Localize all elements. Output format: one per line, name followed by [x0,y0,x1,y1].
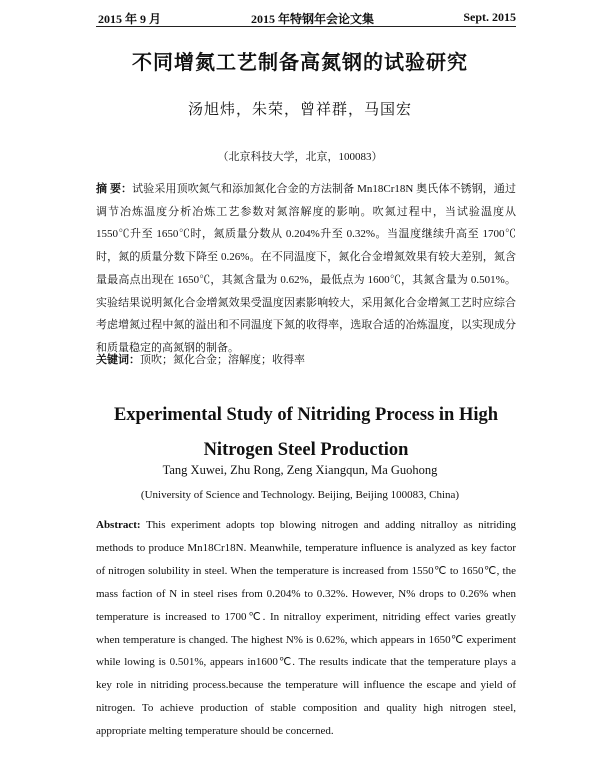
running-header [96,6,516,27]
abstract-en-label: Abstract: [96,519,141,531]
abstract-cn-text: 试验采用顶吹氮气和添加氮化合金的方法制备 Mn18Cr18N 奥氏体不锈钢，通过调节冶炼温度分析冶炼工艺参数对氮溶解度的影响。吹氮过程中，当试验温度从 1550℃升至 1650℃时，氮质量分数从 0.204%升至 0.32%。当温度继续升高至 1700℃时，氮的质量分数下降至 0.26%。在不同温度下，氮化合金增氮效果有较大差别，氮含量最高点出现在 1650℃，其氮含量为 0.62%，最低点为 1600℃，其氮含量为 0.501%。实验结果说明氮化合金增氮效果受温度因素影响较大，采用氮化合金增氮工艺时应综合考虑增氮过程中氮的溢出和不同温度下氮的收得率，选取合适的冶炼温度，以实现成分和质量稳定的高氮钢的制备。 [96,183,516,354]
abstract-cn-label: 摘 要： [96,183,133,195]
header-date-en: Sept. 2015 [463,10,516,24]
abstract-cn [96,178,516,360]
title-cn: 不同增氮工艺制备高氮钢的试验研究 [132,52,468,74]
authors-en: Tang Xuwei, Zhu Rong, Zeng Xiangqun, Ma Guohong [162,463,438,477]
keywords-cn-text: 顶吹；氮化合金；溶解度；收得率 [140,354,305,366]
keywords-cn-label: 关键词： [96,354,140,366]
abstract-en-text: This experiment adopts top blowing nitrogen and adding nitralloy as nitriding methods to produce Mn18Cr18N. Meanwhile, temperature influence is analyzed as key factor of nitrogen solubility in steel. When the temperature is increased from 1550℃ to 1650℃, the mass faction of N in steel rises from 0.204% to 0.32%. However, N% drops to 0.26% when temperature is increased to 1700℃. In nitralloy experiment, nitriding effect varies greatly when temperature is changed. The highest N% is 0.62%, which appears in 1650℃ experiment while lowing is 0.501%, appears in1600℃. The results indicate that the temperature plays a key role in nitriding process.because the temperature will influence the escape and yield of nitrogen. To achieve production of stable composition and quality high nitrogen steel, appropriate melting temperature should be concerned. [96,519,516,738]
authors-cn: 汤旭炜，朱荣，曾祥群，马国宏 [187,102,412,118]
title-en: Experimental Study of Nitriding Process in High Nitrogen Steel Production [113,405,499,460]
header-date-cn: 2015 年 9 月 [98,12,162,26]
abstract-en [96,514,516,743]
affiliation-en: (University of Science and Technology. Beijing, Beijing 100083, China) [140,489,460,501]
affiliation-cn: （北京科技大学，北京，100083） [217,151,383,163]
keywords-cn [96,351,516,367]
header-proceedings-title: 2015 年特钢年会论文集 [251,12,375,26]
